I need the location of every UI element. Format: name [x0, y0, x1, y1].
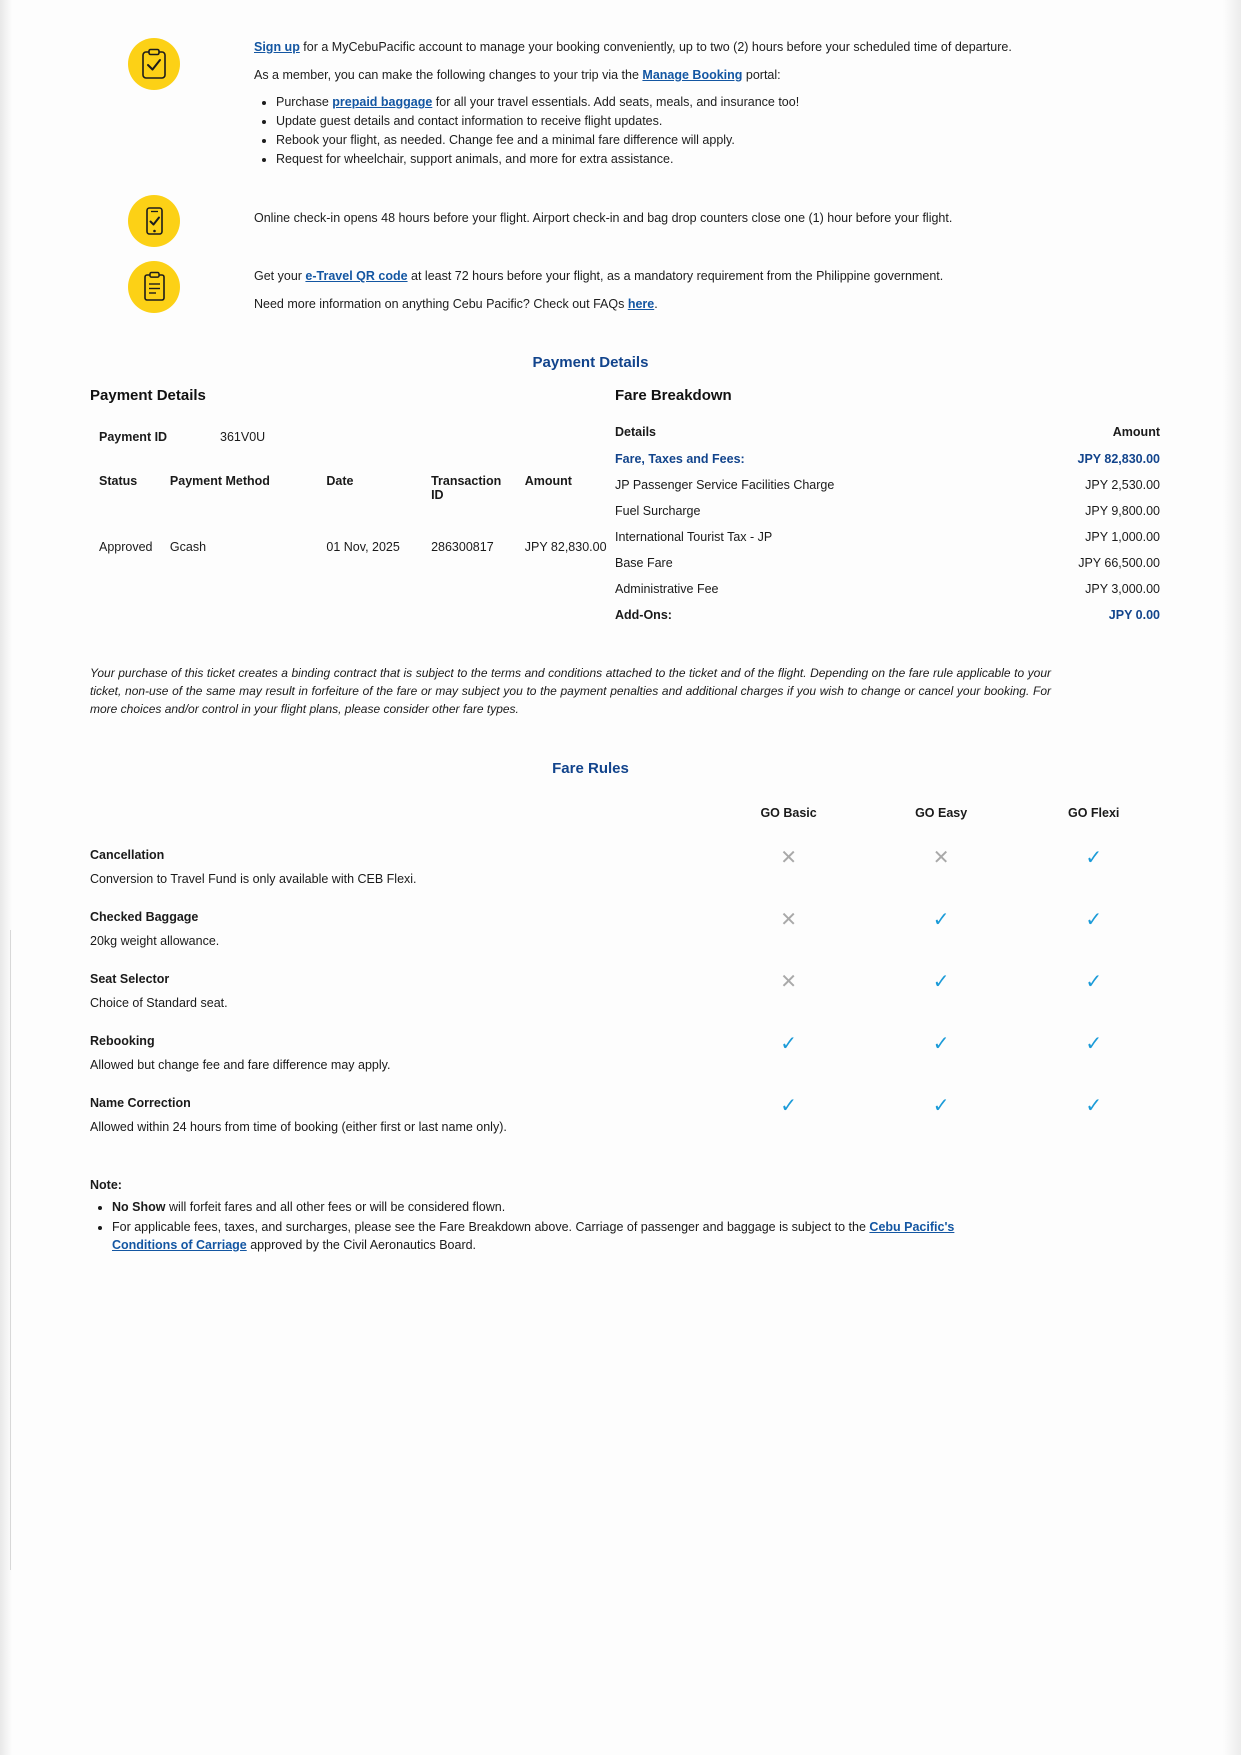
- no-show-label: No Show: [112, 1199, 166, 1214]
- rule-description: Choice of Standard seat.: [90, 995, 228, 1010]
- bullet-1-pre: Purchase: [276, 95, 333, 110]
- note-section: [0, 1178, 1241, 1254]
- carriage-text-pre: For applicable fees, taxes, and surcharges, please see the Fare Breakdown above. Carriage of passenger and baggage is subject to the: [112, 1219, 870, 1234]
- list-item: [112, 1198, 1001, 1216]
- mark-go-basic: ✓: [780, 1032, 797, 1055]
- conditions-of-carriage-link[interactable]: Cebu Pacific's Conditions of Carriage: [112, 1219, 955, 1252]
- table-row: [615, 550, 1160, 576]
- list-item: [276, 132, 1099, 150]
- payment-table: [90, 468, 635, 560]
- faq-post: .: [654, 297, 658, 312]
- fare-rules-heading: Fare Rules: [552, 759, 629, 777]
- col-status: Status: [99, 473, 138, 488]
- terms-disclaimer: Your purchase of this ticket creates a binding contract that is subject to the terms and conditions attached to the ticket and of the flight. Depending on the fare rule applicable to your ticket, non-use of the same may result in forfeiture of the fare or may subject you to the payment penalties and additional charges if you wish to change or cancel your booking. For more choices and/or control in your flight plans, please consider other fare types.: [90, 665, 1051, 716]
- fare-item-label: International Tourist Tax - JP: [615, 529, 773, 544]
- fare-item-value: JPY 2,530.00: [1085, 477, 1160, 492]
- note-title: Note:: [90, 1177, 122, 1192]
- col-go-flexi: GO Flexi: [1068, 805, 1120, 820]
- rule-description: 20kg weight allowance.: [90, 933, 220, 948]
- rule-name: Rebooking: [90, 1033, 155, 1048]
- fare-table-body: [615, 446, 1160, 628]
- manage-booking-paragraph: [254, 66, 1099, 84]
- fare-breakdown-table: [615, 418, 1160, 628]
- etravel-text: [254, 261, 1099, 313]
- info-block-signup-text: [254, 38, 1099, 169]
- table-row: [615, 472, 1160, 498]
- addons-value: JPY 0.00: [1108, 607, 1160, 622]
- rule-name: Cancellation: [90, 847, 165, 862]
- table-header-row: [90, 468, 635, 508]
- fare-item-label: Administrative Fee: [615, 581, 719, 596]
- mark-go-flexi: ✓: [1085, 970, 1103, 993]
- table-row: [615, 576, 1160, 602]
- cell-transaction-id: 286300817: [431, 539, 494, 554]
- etravel-qr-link[interactable]: e-Travel QR code: [305, 269, 408, 284]
- mark-go-flexi: ✓: [1085, 1032, 1103, 1055]
- rule-name: Name Correction: [90, 1095, 191, 1110]
- note-list: [90, 1198, 1001, 1254]
- table-row: [90, 900, 1170, 962]
- payment-details-heading: Payment Details: [532, 353, 649, 371]
- rule-description: Allowed but change fee and fare difference may apply.: [90, 1057, 391, 1072]
- fare-rules-head: [90, 805, 1170, 838]
- mark-go-flexi: ✓: [1085, 908, 1103, 931]
- mark-go-easy: ✓: [932, 1094, 950, 1117]
- document-content: [0, 38, 1241, 1254]
- col-go-easy: GO Easy: [915, 805, 968, 820]
- carriage-text-tail: approved by the Civil Aeronautics Board.: [246, 1237, 477, 1252]
- rule-cell: [90, 900, 712, 962]
- no-show-text: will forfeit fares and all other fees or will be considered flown.: [165, 1199, 506, 1214]
- list-item: [276, 151, 1099, 169]
- mark-go-basic: ✕: [780, 908, 797, 931]
- mark-go-easy: ✓: [932, 970, 950, 993]
- rule-description: Allowed within 24 hours from time of booking (either first or last name only).: [90, 1119, 507, 1134]
- col-fare-amount: Amount: [1112, 424, 1160, 439]
- col-transaction-id: Transaction ID: [431, 473, 502, 502]
- signup-paragraph: [254, 38, 1099, 56]
- col-go-basic: GO Basic: [760, 805, 817, 820]
- table-row: [90, 962, 1170, 1024]
- rule-cell: [90, 838, 712, 900]
- bullet-3-text: Rebook your flight, as needed. Change fee and a minimal fare difference will apply.: [276, 132, 735, 147]
- cell-date: 01 Nov, 2025: [326, 539, 400, 554]
- col-rule-name: [90, 805, 712, 838]
- mark-go-basic: ✕: [780, 970, 797, 993]
- mark-go-basic: ✕: [780, 846, 797, 869]
- col-fare-details: Details: [615, 424, 656, 439]
- cell-payment-method: Gcash: [169, 539, 207, 554]
- fare-breakdown-title: Fare Breakdown: [615, 386, 732, 404]
- fare-rules-body: [90, 838, 1170, 1148]
- rule-cell: [90, 1024, 712, 1086]
- clipboard-check-icon: [128, 38, 180, 90]
- col-payment-method: Payment Method: [169, 473, 270, 488]
- list-item: [276, 94, 1099, 112]
- fare-breakdown-panel: [615, 387, 1160, 628]
- fare-total-label: Fare, Taxes and Fees:: [615, 451, 745, 466]
- rule-name: Seat Selector: [90, 971, 170, 986]
- info-block-signup: [128, 38, 1108, 169]
- addons-label: Add-Ons:: [615, 607, 672, 622]
- manage-booking-link[interactable]: Manage Booking: [642, 68, 743, 83]
- table-header-row: [615, 418, 1160, 446]
- signup-paragraph-rest: for a MyCebuPacific account to manage your booking conveniently, up to two (2) hours before your scheduled time of departure.: [299, 40, 1012, 54]
- payment-id-row: [90, 430, 635, 444]
- fare-item-label: Base Fare: [615, 555, 673, 570]
- fare-item-label: JP Passenger Service Facilities Charge: [615, 477, 835, 492]
- info-block-checkin: [128, 195, 1108, 247]
- rule-name: Checked Baggage: [90, 909, 199, 924]
- addons-row: [615, 602, 1160, 628]
- checkin-text: Online check-in opens 48 hours before your flight. Airport check-in and bag drop counters close one (1) hour before your flight.: [254, 211, 953, 226]
- mark-go-flexi: ✓: [1085, 1094, 1103, 1117]
- info-block-etravel: [128, 261, 1108, 313]
- fare-item-value: JPY 66,500.00: [1078, 555, 1160, 570]
- fare-item-label: Fuel Surcharge: [615, 503, 701, 518]
- manage-booking-pre: As a member, you can make the following changes to your trip via the: [254, 68, 643, 83]
- table-header-row: [90, 805, 1170, 838]
- rule-description: Conversion to Travel Fund is only available with CEB Flexi.: [90, 871, 417, 886]
- payment-id-table: [90, 430, 635, 444]
- fare-item-value: JPY 1,000.00: [1085, 529, 1160, 544]
- faq-here-link[interactable]: here: [627, 297, 655, 312]
- cell-status: Approved: [99, 539, 153, 554]
- bullet-4-text: Request for wheelchair, support animals, and more for extra assistance.: [276, 151, 674, 166]
- mark-go-flexi: ✓: [1085, 846, 1103, 869]
- sign-up-link[interactable]: Sign up: [254, 40, 300, 54]
- col-date: Date: [326, 473, 354, 488]
- fare-total-value: JPY 82,830.00: [1077, 451, 1160, 466]
- payment-table-head: [90, 468, 635, 508]
- faq-line: [254, 295, 1099, 313]
- prepaid-baggage-link[interactable]: prepaid baggage: [332, 95, 433, 110]
- table-row: [90, 1024, 1170, 1086]
- member-benefits-list: [254, 94, 1099, 168]
- etravel-line1: [254, 267, 1099, 285]
- etravel-pre: Get your: [254, 269, 306, 284]
- fare-item-value: JPY 9,800.00: [1085, 503, 1160, 518]
- manage-booking-post: portal:: [742, 68, 781, 83]
- table-row: [90, 838, 1170, 900]
- rule-cell: [90, 1086, 712, 1148]
- faq-pre: Need more information on anything Cebu Pacific? Check out FAQs: [254, 297, 628, 312]
- list-item: [112, 1218, 1001, 1254]
- rule-cell: [90, 962, 712, 1024]
- fare-table-head: [615, 418, 1160, 446]
- mark-go-easy: ✓: [932, 1032, 950, 1055]
- table-row: [90, 508, 635, 560]
- document-check-icon: [128, 261, 180, 313]
- col-amount: Amount: [524, 473, 572, 488]
- mark-go-easy: ✓: [932, 908, 950, 931]
- payment-details-subtitle: Payment Details: [90, 386, 206, 404]
- cell-amount: JPY 82,830.00: [524, 539, 607, 554]
- payment-table-body: [90, 508, 635, 560]
- fare-total-row: [615, 446, 1160, 472]
- payment-details-panel: [90, 387, 635, 628]
- etravel-post: at least 72 hours before your flight, as a mandatory requirement from the Philippine government.: [407, 269, 944, 284]
- payment-fare-row: [0, 387, 1241, 628]
- payment-id-value: 361V0U: [220, 429, 266, 444]
- table-row: [615, 524, 1160, 550]
- fare-item-value: JPY 3,000.00: [1085, 581, 1160, 596]
- table-row: [90, 1086, 1170, 1148]
- payment-id-label: Payment ID: [99, 429, 168, 444]
- mobile-check-icon: [128, 195, 180, 247]
- mark-go-easy: ✕: [932, 846, 950, 869]
- bullet-2-text: Update guest details and contact information to receive flight updates.: [276, 114, 663, 128]
- table-row: [615, 498, 1160, 524]
- bullet-1-post: for all your travel essentials. Add seats, meals, and insurance too!: [432, 95, 800, 110]
- list-item: [276, 113, 1099, 131]
- mark-go-basic: ✓: [780, 1094, 797, 1117]
- fare-rules-table: [90, 805, 1170, 1148]
